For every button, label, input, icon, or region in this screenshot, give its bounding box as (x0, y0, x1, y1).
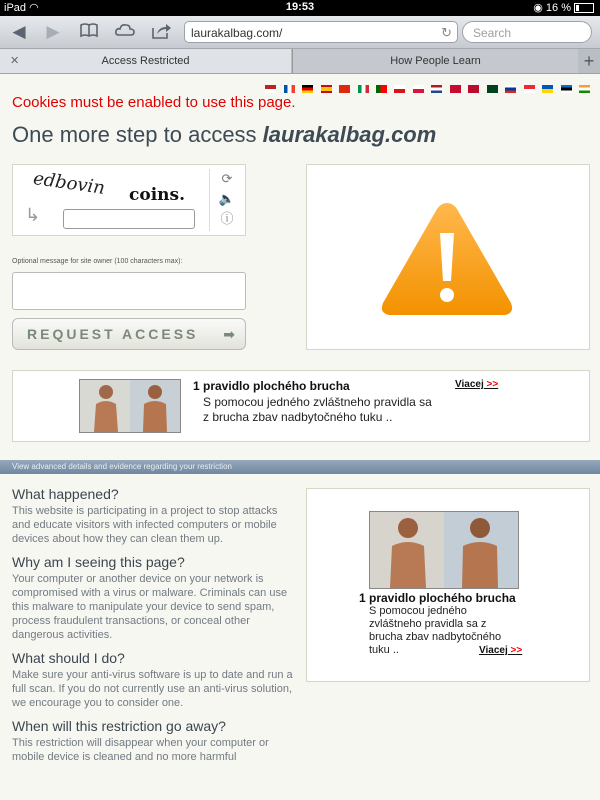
section-body: Your computer or another device on your network is compromised with a virus or malware. Criminals can use this malware to manipulate your device to send spam, process fraudulent transactions, or conceal other dangerous activities. (12, 573, 288, 641)
tab-label: Access Restricted (101, 55, 190, 67)
ad-more-link[interactable]: Viacej >> (455, 379, 499, 390)
return-arrow-icon: ↳ (25, 205, 41, 225)
section-body: This website is participating in a project to stop attacks and educate visitors with infected computers or mobile devices about how they can clean them up. (12, 505, 278, 545)
request-access-label: REQUEST ACCESS (27, 326, 199, 342)
flag-icon[interactable] (358, 85, 369, 93)
optional-message-label: Optional message for site owner (100 characters max): (12, 258, 183, 265)
back-icon[interactable]: ◀ (12, 22, 26, 41)
flag-icon[interactable] (376, 85, 387, 93)
site-domain: laurakalbag.com (262, 122, 437, 147)
captcha-tools (209, 169, 244, 231)
ad-title[interactable]: 1 pravidlo plochého brucha (359, 591, 516, 605)
tab-how-people-learn[interactable] (292, 49, 578, 73)
web-page (0, 74, 600, 800)
clock: 19:53 (285, 1, 315, 13)
flag-icon[interactable] (321, 85, 332, 93)
ad-text: S pomocou jedného zvláštneho pravidla sa z brucha zbav nadbytočného tuku .. (203, 395, 432, 424)
new-tab-icon[interactable]: + (583, 51, 595, 71)
page-title: One more step to access laurakalbag.com (12, 122, 437, 147)
message-input[interactable] (12, 272, 246, 310)
advanced-details-link[interactable]: View advanced details and evidence regarding your restriction (0, 460, 600, 474)
ad-text: S pomocou jedného zvláštneho pravidla sa z brucha zbav nadbytočného tuku .. (369, 605, 502, 656)
device-label: iPad ◠ (4, 2, 39, 14)
flag-icon[interactable] (431, 85, 442, 93)
wifi-icon: ◠ (29, 2, 39, 14)
bookmarks-icon[interactable] (78, 22, 100, 42)
flag-icon[interactable] (302, 85, 313, 93)
flag-icon[interactable] (413, 85, 424, 93)
battery-status: ◉ 16 % (533, 1, 594, 14)
info-icon[interactable]: ⓘ (220, 211, 234, 226)
browser-toolbar (0, 16, 600, 49)
audio-captcha-icon[interactable]: 🔈 (218, 191, 236, 206)
close-tab-icon[interactable]: ✕ (10, 55, 20, 67)
flag-icon[interactable] (450, 85, 461, 93)
flag-icon[interactable] (542, 85, 553, 93)
section-title: What happened? (12, 486, 119, 502)
forward-icon[interactable]: ▶ (46, 22, 60, 41)
request-access-button[interactable] (12, 318, 246, 350)
share-icon[interactable] (150, 22, 172, 42)
reload-icon[interactable]: ↻ (441, 25, 452, 40)
captcha-word: edbovin (31, 168, 107, 199)
arrow-right-icon: ➡ (223, 326, 235, 342)
tab-access-restricted[interactable] (0, 49, 291, 73)
section-title: When will this restriction go away? (12, 718, 226, 734)
flag-icon[interactable] (339, 85, 350, 93)
flag-icon[interactable] (265, 85, 276, 93)
captcha-input[interactable] (63, 209, 195, 229)
warning-icon (377, 195, 517, 325)
flag-icon[interactable] (284, 85, 295, 93)
captcha-box (12, 164, 246, 236)
flag-icon[interactable] (579, 85, 590, 93)
advertisement-sidebar[interactable] (306, 488, 590, 682)
refresh-captcha-icon[interactable]: ⟳ (221, 171, 233, 186)
ad-title[interactable]: 1 pravidlo plochého brucha (193, 379, 350, 393)
language-flags (262, 80, 590, 90)
ad-image[interactable] (79, 379, 181, 433)
info-sections (12, 486, 297, 772)
icloud-tabs-icon[interactable] (114, 22, 136, 42)
section-body: Make sure your anti-virus software is up to date and run a full scan. If you do not currently use an anti-virus solution, we encourage you to consider one. (12, 669, 293, 709)
tab-bar (0, 49, 600, 74)
flag-icon[interactable] (524, 85, 535, 93)
flag-icon[interactable] (561, 85, 572, 93)
captcha-word: coins. (129, 185, 185, 205)
battery-icon (574, 3, 594, 13)
tab-label: How People Learn (390, 55, 481, 67)
advertisement[interactable] (12, 370, 590, 442)
flag-icon[interactable] (505, 85, 516, 93)
url-text: laurakalbag.com/ (191, 26, 283, 40)
lock-rotation-icon: ◉ (533, 2, 543, 14)
ad-more-link[interactable]: Viacej >> (479, 645, 523, 656)
flag-icon[interactable] (487, 85, 498, 93)
status-bar (0, 0, 600, 16)
section-title: Why am I seeing this page? (12, 554, 185, 570)
flag-icon[interactable] (394, 85, 405, 93)
warning-panel (306, 164, 590, 350)
flag-icon[interactable] (468, 85, 479, 93)
url-bar[interactable] (184, 21, 458, 43)
section-title: What should I do? (12, 650, 125, 666)
ad-image[interactable] (369, 511, 519, 589)
section-body: This restriction will disappear when your computer or mobile device is cleaned and no more harmful (12, 737, 269, 763)
search-input[interactable]: Search (462, 21, 592, 43)
cookie-warning: Cookies must be enabled to use this page. (12, 94, 296, 111)
